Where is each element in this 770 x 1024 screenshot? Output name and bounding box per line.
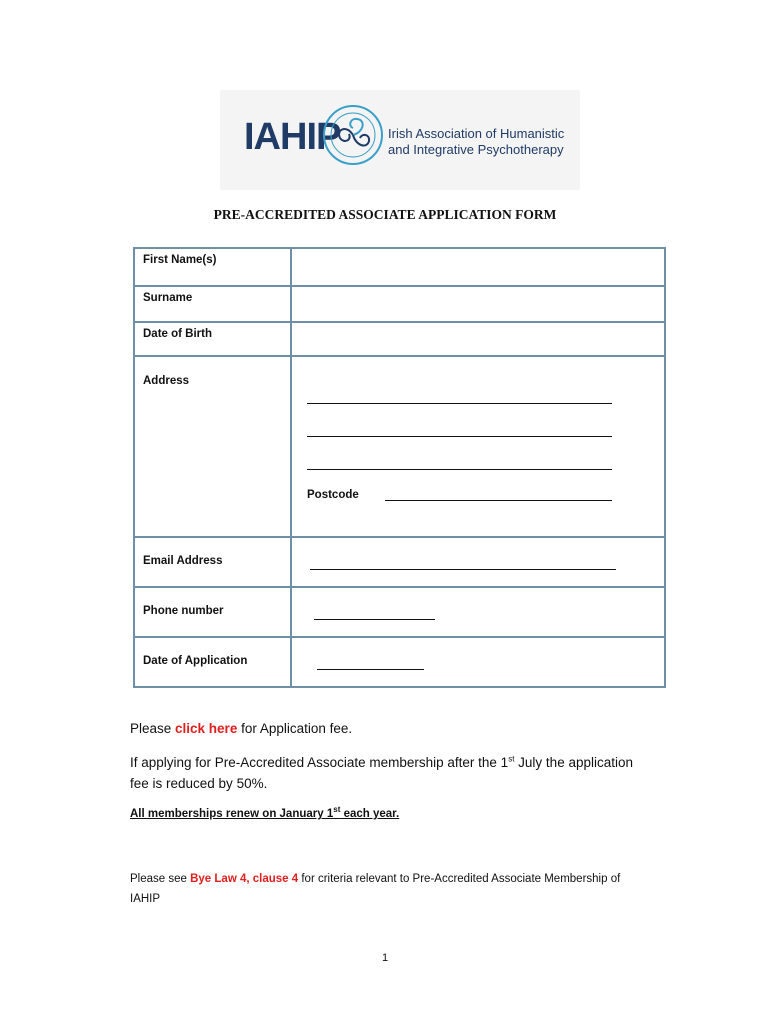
bye-law-link[interactable]: Bye Law 4, clause 4	[190, 873, 299, 885]
reduction-part2: July the application	[514, 755, 633, 770]
reduction-sup: st	[508, 754, 515, 764]
renew-part2: each year.	[340, 808, 400, 820]
application-form-table	[133, 247, 666, 688]
date-of-application-line[interactable]	[317, 669, 424, 670]
column-divider	[290, 538, 292, 586]
date-of-application-row	[135, 638, 664, 686]
date-of-birth-field[interactable]	[292, 323, 664, 355]
page-number: 1	[381, 952, 389, 964]
form-title: PRE-ACCREDITED ASSOCIATE APPLICATION FORM	[213, 207, 557, 222]
date-of-birth-label: Date of Birth	[143, 328, 212, 340]
address-line-3[interactable]	[307, 469, 612, 470]
column-divider	[290, 638, 292, 686]
logo-name-line1: Irish Association of Humanistic	[388, 126, 565, 141]
phone-label: Phone number	[143, 605, 224, 617]
first-name-label: First Name(s)	[143, 254, 217, 266]
first-name-field[interactable]	[292, 249, 664, 285]
postcode-line[interactable]	[385, 500, 612, 501]
column-divider	[290, 588, 292, 636]
reduction-line2: fee is reduced by 50%.	[130, 776, 268, 791]
bye-law-line2: IAHIP	[130, 893, 161, 905]
triskele-logo-icon	[322, 104, 384, 166]
column-divider	[290, 357, 292, 536]
address-row	[135, 357, 664, 538]
fee-prefix: Please	[130, 721, 176, 736]
reduction-part1: If applying for Pre-Accredited Associate membership after the 1	[130, 755, 509, 770]
bye-law-prefix: Please see	[130, 873, 191, 885]
fee-reduction-text	[130, 752, 690, 794]
surname-field[interactable]	[292, 287, 664, 321]
first-name-row	[135, 249, 664, 287]
date-of-birth-row	[135, 323, 664, 357]
surname-row	[135, 287, 664, 323]
bye-law-text	[130, 869, 690, 909]
phone-row	[135, 588, 664, 638]
email-row	[135, 538, 664, 588]
email-line[interactable]	[310, 569, 616, 570]
application-fee-text	[130, 718, 352, 739]
fee-suffix: for Application fee.	[237, 721, 353, 736]
logo-acronym: IAHIP	[244, 116, 341, 158]
address-line-2[interactable]	[307, 436, 612, 437]
renew-part1: All memberships renew on January 1	[130, 808, 334, 820]
renew-sup: st	[333, 805, 341, 815]
application-fee-link[interactable]: click here	[175, 721, 238, 736]
surname-label: Surname	[143, 292, 193, 304]
address-label: Address	[143, 375, 190, 387]
bye-law-suffix: for criteria relevant to Pre-Accredited Associate Membership of	[298, 873, 621, 885]
phone-line[interactable]	[314, 619, 435, 620]
renewal-notice	[130, 805, 400, 820]
date-of-application-label: Date of Application	[143, 655, 248, 667]
postcode-label: Postcode	[307, 489, 359, 501]
address-line-1[interactable]	[307, 403, 612, 404]
logo-organisation-name	[388, 126, 564, 158]
logo-banner	[220, 90, 580, 190]
logo-name-line2: and Integrative Psychotherapy	[388, 142, 564, 157]
email-label: Email Address	[143, 555, 223, 567]
